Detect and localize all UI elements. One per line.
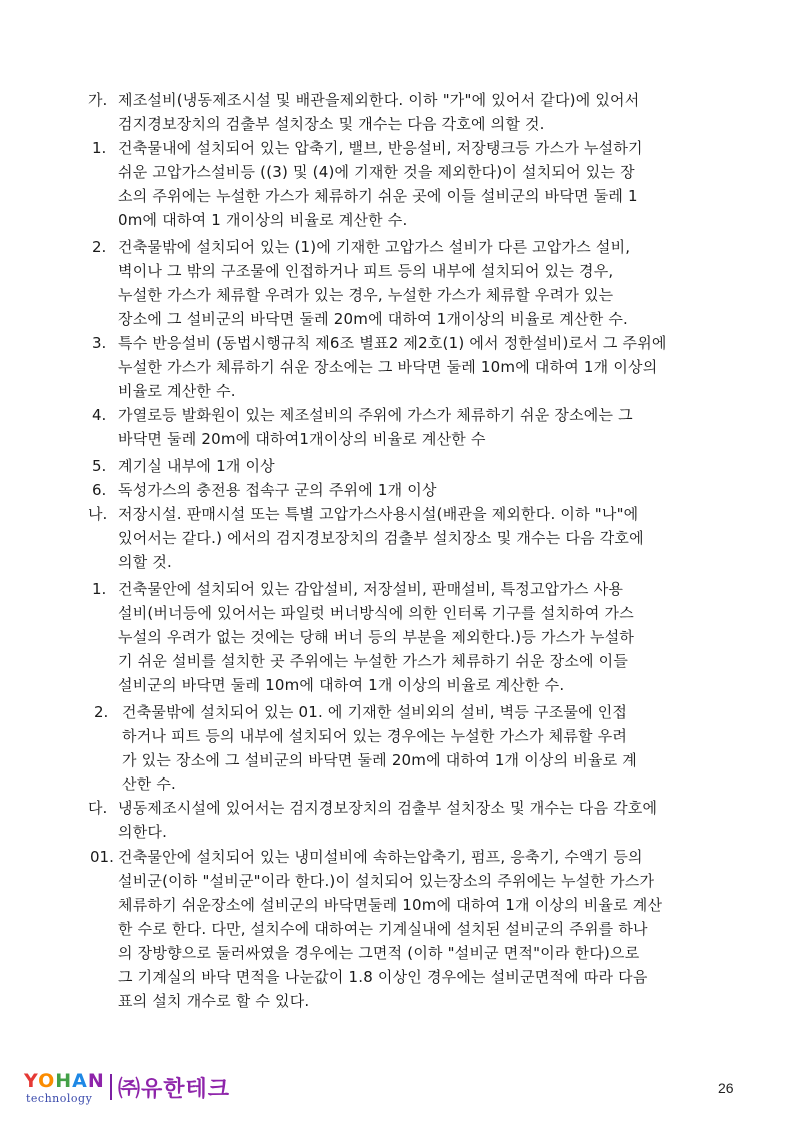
item-label: 01. <box>90 848 114 866</box>
body-text-line: 누설한 가스가 체류하기 쉬운 장소에는 그 바닥면 둘레 10m에 대하여 1개 이상의 <box>118 358 658 376</box>
body-text-line: 비율로 계산한 수. <box>118 382 236 400</box>
page-number: 26 <box>718 1080 734 1096</box>
item-label: 다. <box>88 799 108 817</box>
body-text-line: 독성가스의 충전용 접속구 군의 주위에 1개 이상 <box>118 481 437 499</box>
item-label: 3. <box>92 334 107 352</box>
body-text-line: 건축물밖에 설치되어 있는 01. 에 기재한 설비외의 설비, 벽등 구조물에 인접 <box>122 703 628 721</box>
item-label: 2. <box>94 703 109 721</box>
body-text-line: 특수 반응설비 (동법시행규칙 제6조 별표2 제2호(1) 에서 정한설비)로서 그 주위에 <box>118 334 667 352</box>
item-label: 1. <box>92 139 107 157</box>
body-text-line: 저장시설. 판매시설 또는 특별 고압가스사용시설(배관을 제외한다. 이하 "나"에 <box>118 505 639 523</box>
body-text-line: 건축물안에 설치되어 있는 감압설비, 저장설비, 판매설비, 특정고압가스 사용 <box>118 580 624 598</box>
body-text-line: 건축물밖에 설치되어 있는 (1)에 기재한 고압가스 설비가 다른 고압가스 설비, <box>118 238 631 256</box>
body-text-line: 의할 것. <box>118 553 173 571</box>
body-text-line: 장소에 그 설비군의 바닥면 둘레 20m에 대하여 1개이상의 비율로 계산한 수. <box>118 310 629 328</box>
body-text-line: 설비(버너등에 있어서는 파일럿 버너방식에 의한 인터록 기구를 설치하여 가스 <box>118 604 634 622</box>
body-text-line: 의 장방향으로 둘러싸였을 경우에는 그면적 (이하 "설비군 면적"이라 한다)으로 <box>118 944 640 962</box>
item-label: 가. <box>88 91 108 109</box>
body-text-line: 한 수로 한다. 다만, 설치수에 대하여는 기계실내에 설치된 설비군의 주위를 하나 <box>118 920 648 938</box>
body-text-line: 산한 수. <box>122 775 177 793</box>
body-text-line: 0m에 대하여 1 개이상의 비율로 계산한 수. <box>118 211 408 229</box>
item-label: 2. <box>92 238 107 256</box>
body-text-line: 가 있는 장소에 그 설비군의 바닥면 둘레 20m에 대하여 1개 이상의 비율로 계 <box>122 751 637 769</box>
body-text-line: 의한다. <box>118 823 168 841</box>
item-label: 6. <box>92 481 107 499</box>
body-text-line: 설비군(이하 "설비군"이라 한다.)이 설치되어 있는장소의 주위에는 누설한 가스가 <box>118 872 655 890</box>
body-text-line: 설비군의 바닥면 둘레 10m에 대하여 1개 이상의 비율로 계산한 수. <box>118 676 565 694</box>
body-text-line: 소의 주위에는 누설한 가스가 체류하기 쉬운 곳에 이들 설비군의 바닥면 둘레 1 <box>118 187 638 205</box>
body-text-line: 건축물내에 설치되어 있는 압축기, 밸브, 반응설비, 저장탱크등 가스가 누설하기 <box>118 139 643 157</box>
body-text-line: 하거나 피트 등의 내부에 설치되어 있는 경우에는 누설한 가스가 체류할 우려 <box>122 727 628 745</box>
body-text-line: 표의 설치 개수로 할 수 있다. <box>118 992 310 1010</box>
logo-divider <box>110 1074 112 1100</box>
body-text-line: 냉동제조시설에 있어서는 검지경보장치의 검출부 설치장소 및 개수는 다음 각호에 <box>118 799 658 817</box>
body-text-line: 누설한 가스가 체류할 우려가 있는 경우, 누설한 가스가 체류할 우려가 있는 <box>118 286 614 304</box>
item-label: 4. <box>92 406 107 424</box>
body-text-line: 체류하기 쉬운장소에 설비군의 바닥면둘레 10m에 대하여 1개 이상의 비율로 계산 <box>118 896 663 914</box>
logo-company-name: ㈜유한테크 <box>118 1077 231 1102</box>
item-label: 나. <box>88 505 108 523</box>
body-text-line: 벽이나 그 밖의 구조물에 인접하거나 피트 등의 내부에 설치되어 있는 경우, <box>118 262 614 280</box>
body-text-line: 제조설비(냉동제조시설 및 배관을제외한다. 이하 "가"에 있어서 같다)에 있어서 <box>118 91 640 109</box>
item-label: 1. <box>92 580 107 598</box>
body-text-line: 기 쉬운 설비를 설치한 곳 주위에는 누설한 가스가 체류하기 쉬운 장소에 이들 <box>118 652 629 670</box>
body-text-line: 가열로등 발화원이 있는 제조설비의 주위에 가스가 체류하기 쉬운 장소에는 그 <box>118 406 633 424</box>
logo-subtext: technology <box>26 1092 93 1105</box>
body-text-line: 건축물안에 설치되어 있는 냉미설비에 속하는압축기, 펌프, 응축기, 수액기 등의 <box>118 848 643 866</box>
body-text-line: 계기실 내부에 1개 이상 <box>118 457 275 475</box>
body-text-line: 그 기계실의 바닥 면적을 나눈값이 1.8 이상인 경우에는 설비군면적에 따라 다음 <box>118 968 648 986</box>
body-text-line: 누설의 우려가 없는 것에는 당해 버너 등의 부분을 제외한다.)등 가스가 누설하 <box>118 628 635 646</box>
logo-wordmark: YOHAN <box>24 1070 105 1092</box>
company-logo <box>24 1070 274 1110</box>
body-text-line: 검지경보장치의 검출부 설치장소 및 개수는 다음 각호에 의할 것. <box>118 115 545 133</box>
item-label: 5. <box>92 457 107 475</box>
body-text-line: 쉬운 고압가스설비등 ((3) 및 (4)에 기재한 것을 제외한다)이 설치되어 있는 장 <box>118 163 635 181</box>
body-text-line: 있어서는 같다.) 에서의 검지경보장치의 검출부 설치장소 및 개수는 다음 각호에 <box>118 529 644 547</box>
body-text-line: 바닥면 둘레 20m에 대하여1개이상의 비율로 계산한 수 <box>118 430 486 448</box>
